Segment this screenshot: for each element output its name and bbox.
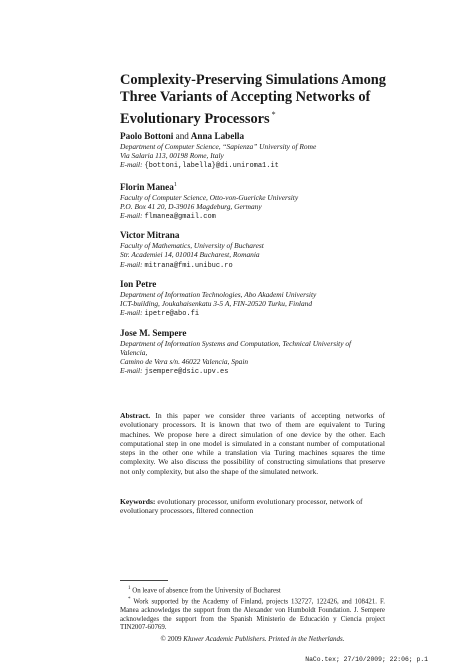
author-conjunction: and: [175, 131, 189, 141]
email-line: [120, 211, 380, 222]
footnote-text: On leave of absence from the University of Bucharest: [132, 587, 281, 595]
copyright-icon: ©: [160, 635, 166, 643]
author-list: [120, 131, 380, 385]
email-line: [120, 160, 380, 171]
email-label: E-mail:: [120, 366, 143, 376]
keywords-heading: Keywords:: [120, 497, 156, 506]
email-address: jsempere@dsic.upv.es: [144, 368, 229, 377]
email-address: ipetre@abo.fi: [144, 310, 200, 319]
email-line: [120, 366, 380, 377]
footnote: [120, 596, 385, 633]
author-name: [120, 131, 380, 142]
author-name-primary: Ion Petre: [120, 278, 157, 289]
footnote-mark: *: [128, 597, 131, 602]
footnotes: [120, 585, 385, 633]
affiliation-line: P.O. Box 41 20, D-39016 Magdeburg, Germany: [120, 201, 262, 211]
affiliation-line: Faculty of Computer Science, Otto-von-Guericke University: [120, 192, 299, 202]
affiliation-line: Department of Computer Science, “Sapienza” University of Rome: [120, 142, 317, 151]
author-name: [120, 180, 380, 193]
footnote: [120, 585, 385, 596]
email-address: {bottoni,labella}@di.uniroma1.it: [144, 162, 279, 171]
author-block: [120, 279, 380, 320]
author-name: [120, 279, 380, 290]
copyright-line: [120, 635, 385, 644]
author-name-primary: Paolo Bottoni: [120, 131, 174, 141]
keywords-text: evolutionary processor, uniform evolutionary processor, network of evolutionary processors, filtered connection: [120, 497, 363, 516]
affiliation-line: Str. Academiei 14, 010014 Bucharest, Romania: [120, 250, 260, 260]
abstract-text: In this paper we consider three variants of accepting networks of evolutionary processors. It is known that two of them are equivalent to Turing machines. We propose here a direct simulation of one device by the other. Each computational step in one model is simulated in a constant number of computational steps in the other one while a translation via Turing machines squares the time complexity. We also discuss the possibility of constructing simulations that preserve not only complexity, but also the shape of the simulated network.: [120, 411, 385, 476]
author-footnote-mark: 1: [173, 181, 177, 188]
footnote-text: Work supported by the Academy of Finland, projects 132727, 122426, and 108421. F. Manea acknowledges the support from the Alexander von Humboldt Foundation. J. Sempere acknowledges the support from the Spanish Ministerio de Educación y Ciencia project TIN2007-60769.: [120, 598, 385, 632]
author-name-secondary: Anna Labella: [190, 131, 245, 141]
keywords: [120, 497, 385, 516]
file-stamp: NaCo.tex; 27/10/2009; 22:06; p.1: [305, 656, 428, 663]
title-footnote-mark: *: [271, 110, 276, 119]
affiliation-line: Camino de Vera s/n. 46022 Valencia, Spain: [120, 356, 249, 366]
affiliation-line: Via Salaria 113, 00198 Rome, Italy: [120, 151, 224, 161]
author-name: [120, 230, 380, 241]
author-name-primary: Victor Mitrana: [120, 230, 180, 241]
author-block: [120, 180, 380, 223]
author-block: [120, 230, 380, 271]
affiliation-line: Faculty of Mathematics, University of Bucharest: [120, 241, 264, 251]
author-block: [120, 328, 380, 378]
email-line: [120, 260, 380, 271]
footnote-rule: [120, 580, 168, 581]
abstract: [120, 411, 385, 476]
affiliation-line: ICT-building, Joukahaisenkatu 3-5 A, FIN-20520 Turku, Finland: [120, 299, 313, 309]
author-name-primary: Jose M. Sempere: [120, 327, 187, 338]
footnote-mark: 1: [128, 586, 131, 591]
affiliation-line: Department of Information Technologies, Abo Akademi University: [120, 289, 317, 299]
author-name: [120, 328, 380, 339]
email-label: E-mail:: [120, 160, 143, 170]
abstract-heading: Abstract.: [120, 411, 151, 420]
paper-title: [120, 72, 420, 128]
author-block: [120, 131, 380, 172]
email-label: E-mail:: [120, 308, 143, 318]
author-name-primary: Florin Manea: [120, 181, 174, 192]
email-address: mitrana@fmi.unibuc.ro: [144, 261, 233, 270]
email-line: [120, 308, 380, 319]
copyright-text: Kluwer Academic Publishers. Printed in the Netherlands.: [183, 635, 345, 643]
email-address: flmanea@gmail.com: [144, 213, 216, 222]
affiliation-line: Department of Information Systems and Computation, Technical University of Valencia,: [120, 338, 352, 357]
title-text: Complexity-Preserving Simulations Among Three Variants of Accepting Networks of Evolutionary Processors: [120, 72, 386, 127]
copyright-year: 2009: [167, 635, 182, 643]
email-label: E-mail:: [120, 259, 143, 269]
email-label: E-mail:: [120, 211, 143, 221]
